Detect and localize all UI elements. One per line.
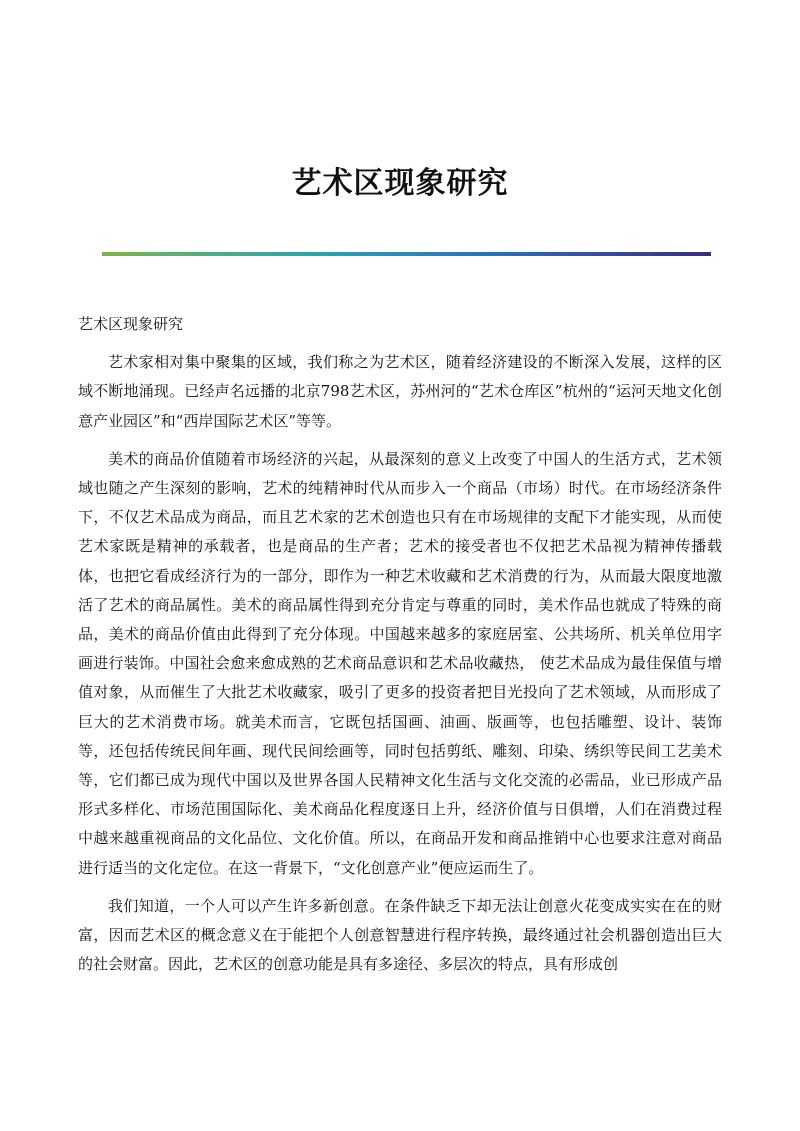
paragraph-3: 我们知道，一个人可以产生许多新创意。在条件缺乏下却无法让创意火花变成实实在在的财富，因而艺术区的概念意义在于能把个人创意智慧进行程序转换，最终通过社会机器创造出巨大的社会财富。因此，艺术区的创意功能是具有多途径、多层次的特点，具有形成创 — [78, 896, 722, 974]
document-body — [78, 310, 722, 979]
paragraph-1: 艺术家相对集中聚集的区域，我们称之为艺术区，随着经济建设的不断深入发展，这样的区域不断地涌现。已经声名远播的北京798艺术区，苏州河的“艺术仓库区”杭州的“运河天地文化创意产业园区”和“西岸国际艺术区”等等。 — [78, 353, 722, 430]
section-heading: 艺术区现象研究 — [78, 315, 184, 333]
page-title: 艺术区现象研究 — [291, 166, 509, 201]
title-divider — [102, 252, 711, 256]
paragraph-2: 美术的商品价值随着市场经济的兴起，从最深刻的意义上改变了中国人的生活方式，艺术领域也随之产生深刻的影响，艺术的纯精神时代从而步入一个商品（市场）时代。在市场经济条件下，不仅艺术品成为商品，而且艺术家的艺术创造也只有在市场规律的支配下才能实现，从而使艺术家既是精神的承载者，也是商品的生产者；艺术的接受者也不仅把艺术品视为精神传播载体，也把它看成经济行为的一部分，即作为一种艺术收藏和艺术消费的行为，从而最大限度地激活了艺术的商品属性。美术的商品属性得到充分肯定与尊重的同时，美术作品也就成了特殊的商品，美术的商品价值由此得到了充分体现。中国越来越多的家庭居室、公共场所、机关单位用字画进行装饰。中国社会愈来愈成熟的艺术商品意识和艺术品收藏热， 使艺术品成为最佳保值与增值对象，从而催生了大批艺术收藏家，吸引了更多的投资者把目光投向了艺术领域，从而形成了巨大的艺术消费市场。就美术而言，它既包括国画、油画、版画等，也包括雕塑、设计、装饰等，还包括传统民间年画、现代民间绘画等，同时包括剪纸、雕刻、印染、绣织等民间工艺美术等，它们都已成为现代中国以及世界各国人民精神文化生活与文化交流的必需品，业已形成产品形式多样化、市场范围国际化、美术商品化程度逐日上升，经济价值与日俱增，人们在消费过程中越来越重视商品的文化品位、文化价值。所以，在商品开发和商品推销中心也要求注意对商品进行适当的文化定位。在这一背景下，“文化创意产业”便应运而生了。 — [78, 449, 722, 877]
